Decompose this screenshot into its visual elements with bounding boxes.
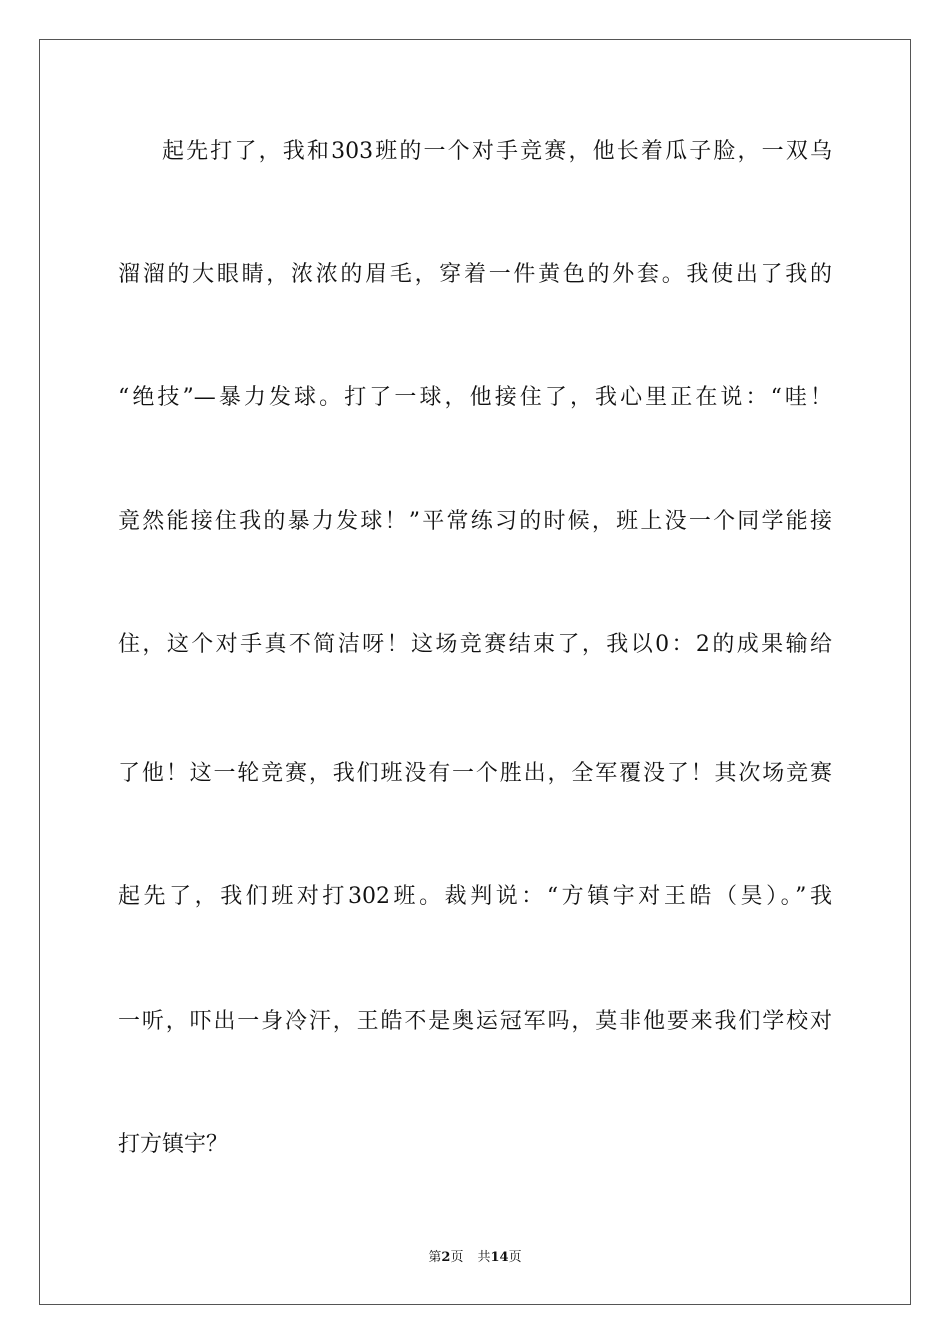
footer-page-suffix: 页	[450, 1250, 464, 1265]
footer-total-prefix: 共	[477, 1250, 491, 1265]
text-line-7: 起先了，我们班对打302班。裁判说：“方镇宇对王皓（昊）。”我	[118, 884, 832, 909]
text-line-8: 一听，吓出一身冷汗，王皓不是奥运冠军吗，莫非他要来我们学校对	[118, 1009, 832, 1034]
text-line-1: 起先打了，我和303班的一个对手竞赛，他长着瓜子脸，一双乌	[162, 139, 832, 164]
text-line-5: 住，这个对手真不简洁呀！这场竞赛结束了，我以0：2的成果输给	[118, 632, 832, 657]
text-line-3: “绝技”—暴力发球。打了一球，他接住了，我心里正在说：“哇！	[118, 385, 832, 410]
footer-page-number: 2	[441, 1250, 451, 1265]
text-line-2: 溜溜的大眼睛，浓浓的眉毛，穿着一件黄色的外套。我使出了我的	[118, 262, 832, 287]
text-line-6: 了他！这一轮竞赛，我们班没有一个胜出，全军覆没了！其次场竞赛	[118, 761, 832, 786]
page-footer	[0, 1246, 950, 1265]
text-line-9: 打方镇宇？	[118, 1132, 229, 1157]
footer-total-suffix: 页	[508, 1250, 522, 1265]
footer-total-pages: 14	[490, 1250, 509, 1265]
text-line-4: 竟然能接住我的暴力发球！”平常练习的时候，班上没一个同学能接	[118, 509, 832, 534]
footer-page-prefix: 第	[428, 1250, 442, 1265]
page-border	[39, 39, 911, 1305]
